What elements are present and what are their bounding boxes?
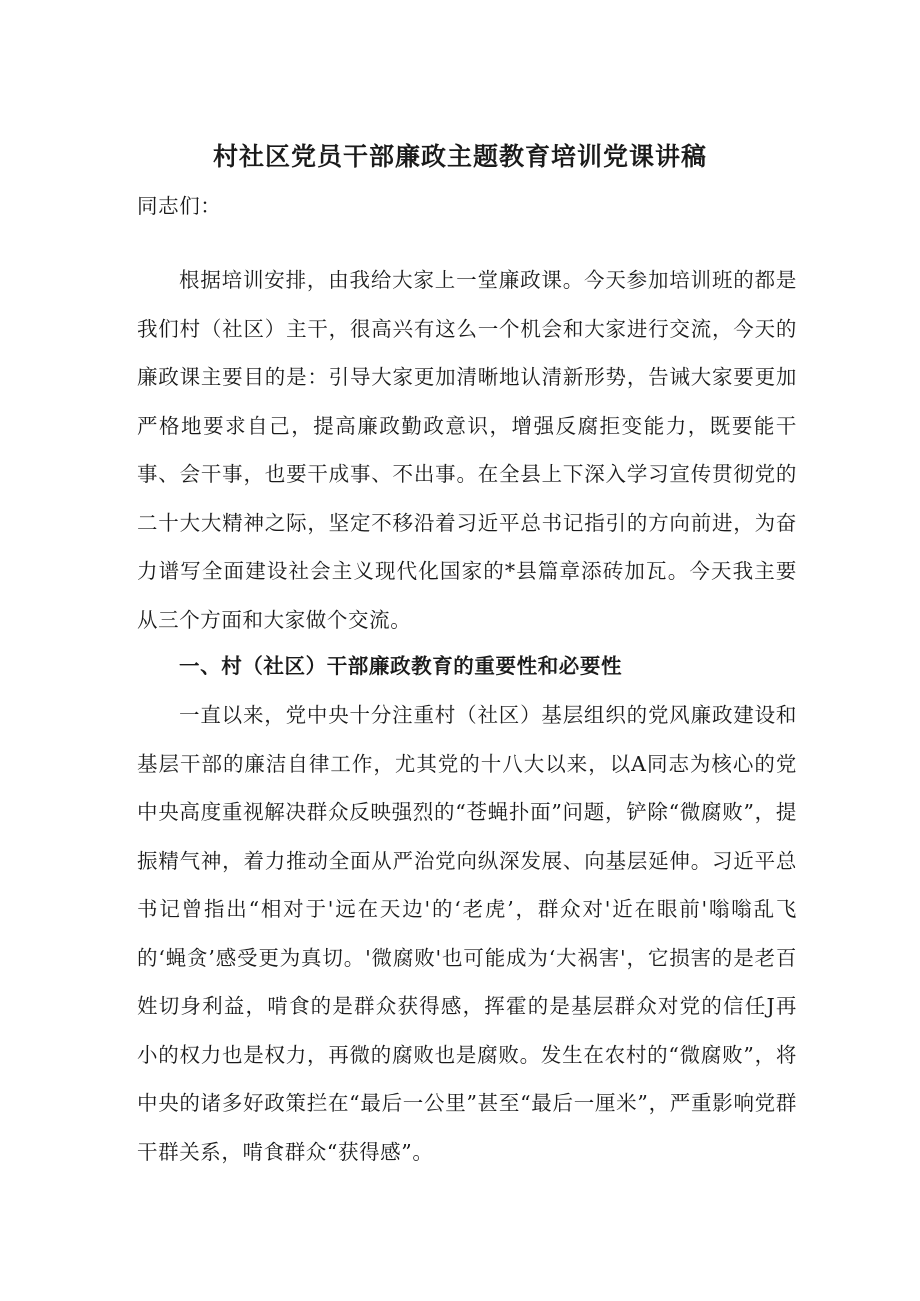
document-title: 村社区党员干部廉政主题教育培训党课讲稿 [212, 141, 707, 171]
salutation: 同志们： [137, 194, 222, 218]
section-heading: 一、村（社区）干部廉政教育的重要性和必要性 [179, 654, 623, 678]
section-paragraph: 一直以来，党中央十分注重村（社区）基层组织的党风廉政建设和基层干部的廉洁自律工作，尤其党的十八大以来，以A同志为核心的党中央高度重视解决群众反映强烈的“苍蝇扑面”问题，铲除“微腐败”，提振精气神，着力推动全面从严治党向纵深发展、向基层延伸。习近平总书记曾指出“相对于'远在天边'的‘老虎’，群众对'近在眼前'嗡嗡乱飞的‘蝇贪’感受更为真切。'微腐败'也可能成为‘大祸害'，它损害的是老百姓切身利益，啃食的是群众获得感，挥霍的是基层群众对党的信任J再小的权力也是权力，再微的腐败也是腐败。发生在农村的“微腐败”，将中央的诸多好政策拦在“最后一公里”甚至“最后一厘米”，严重影响党群干群关系，啃食群众“获得感”。 [137, 703, 797, 1164]
intro-paragraph: 根据培训安排，由我给大家上一堂廉政课。今天参加培训班的都是我们村（社区）主干，很高兴有这么一个机会和大家进行交流，今天的廉政课主要目的是：引导大家更加清晰地认清新形势，告诫大家要更加严格地要求自己，提高廉政勤政意识，增强反腐拒变能力，既要能干事、会干事，也要干成事、不出事。在全县上下深入学习宣传贯彻党的二十大大精神之际，坚定不移沿着习近平总书记指引的方向前进，为奋力谱写全面建设社会主义现代化国家的*县篇章添砖加瓦。今天我主要从三个方面和大家做个交流。 [137, 268, 797, 632]
